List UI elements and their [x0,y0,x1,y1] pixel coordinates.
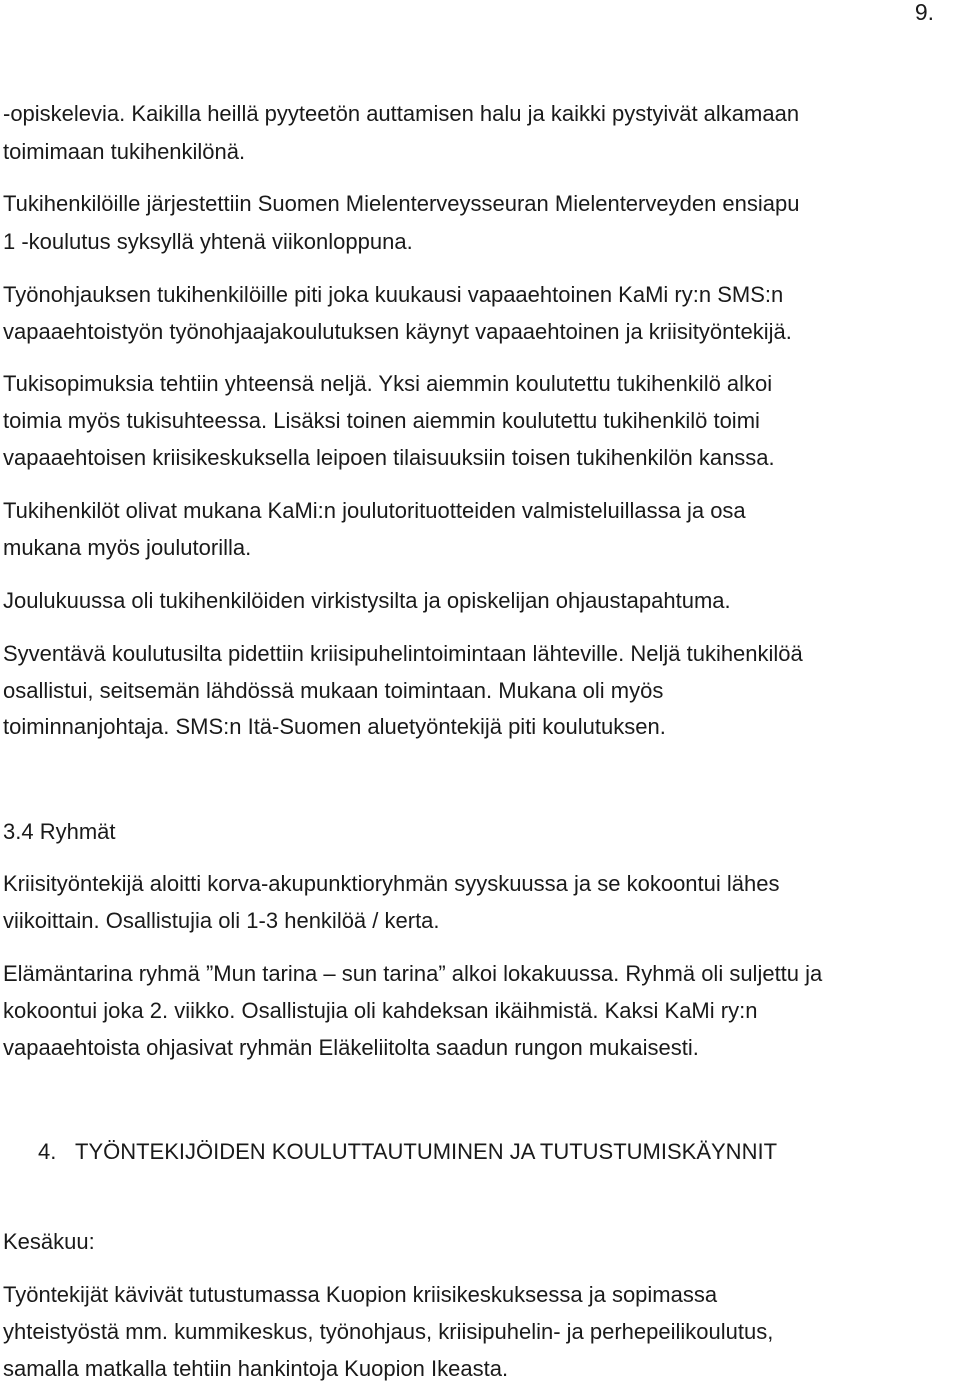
paragraph-line: mukana myös joulutorilla. [3,535,252,560]
paragraph-line: Työntekijät kävivät tutustumassa Kuopion kriisikeskuksessa ja sopimassa [3,1282,718,1307]
paragraph-line: viikoittain. Osallistujia oli 1-3 henkilöä / kerta. [3,908,440,933]
paragraph-line: Kriisityöntekijä aloitti korva-akupunktioryhmän syyskuussa ja se kokoontui lähes [3,871,780,896]
paragraph-line: vapaaehtoistyön työnohjaajakoulutuksen käynyt vapaaehtoinen ja kriisityöntekijä. [3,319,792,344]
paragraph-line: yhteistyöstä mm. kummikeskus, työnohjaus, kriisipuhelin- ja perhepeilikoulutus, [3,1319,774,1344]
section-heading: 3.4 Ryhmät [3,819,116,844]
paragraph-line: vapaaehtoista ohjasivat ryhmän Eläkeliitolta saadun rungon mukaisesti. [3,1035,699,1060]
paragraph-line: toimimaan tukihenkilönä. [3,139,246,164]
paragraph-line: -opiskelevia. Kaikilla heillä pyyteetön auttamisen halu ja kaikki pystyivät alkamaan [3,101,800,126]
paragraph-line: Joulukuussa oli tukihenkilöiden virkistysilta ja opiskelijan ohjaustapahtuma. [3,588,731,613]
paragraph-line: Tukihenkilöille järjestettiin Suomen Mielenterveysseuran Mielenterveyden ensiapu [3,191,800,216]
month-label: Kesäkuu: [3,1229,95,1254]
paragraph-line: osallistui, seitsemän lähdössä mukaan toimintaan. Mukana oli myös [3,678,664,703]
paragraph-line: Elämäntarina ryhmä ”Mun tarina – sun tarina” alkoi lokakuussa. Ryhmä oli suljettu ja [3,961,823,986]
paragraph-line: Syventävä koulutusilta pidettiin kriisipuhelintoimintaan lähteville. Neljä tukihenkilöä [3,641,803,666]
paragraph-line: kokoontui joka 2. viikko. Osallistujia oli kahdeksan ikäihmistä. Kaksi KaMi ry:n [3,998,758,1023]
paragraph-line: vapaaehtoisen kriisikeskuksella leipoen tilaisuuksiin toisen tukihenkilön kanssa. [3,445,775,470]
paragraph-line: Tukisopimuksia tehtiin yhteensä neljä. Yksi aiemmin koulutettu tukihenkilö alkoi [3,371,773,396]
page-number: 9. [914,0,934,25]
paragraph-line: Työnohjauksen tukihenkilöille piti joka kuukausi vapaaehtoinen KaMi ry:n SMS:n [3,282,784,307]
chapter-heading-title: TYÖNTEKIJÖIDEN KOULUTTAUTUMINEN JA TUTUSTUMISKÄYNNIT [75,1139,778,1164]
paragraph-line: toimia myös tukisuhteessa. Lisäksi toinen aiemmin koulutettu tukihenkilö toimi [3,408,760,433]
chapter-heading-number: 4. [38,1139,57,1164]
paragraph-line: Tukihenkilöt olivat mukana KaMi:n joulutorituotteiden valmisteluillassa ja osa [3,498,746,523]
paragraph-line: samalla matkalla tehtiin hankintoja Kuopion Ikeasta. [3,1356,509,1381]
paragraph-line: 1 -koulutus syksyllä yhtenä viikonloppuna. [3,229,413,254]
paragraph-line: toiminnanjohtaja. SMS:n Itä-Suomen aluetyöntekijä piti koulutuksen. [3,714,666,739]
